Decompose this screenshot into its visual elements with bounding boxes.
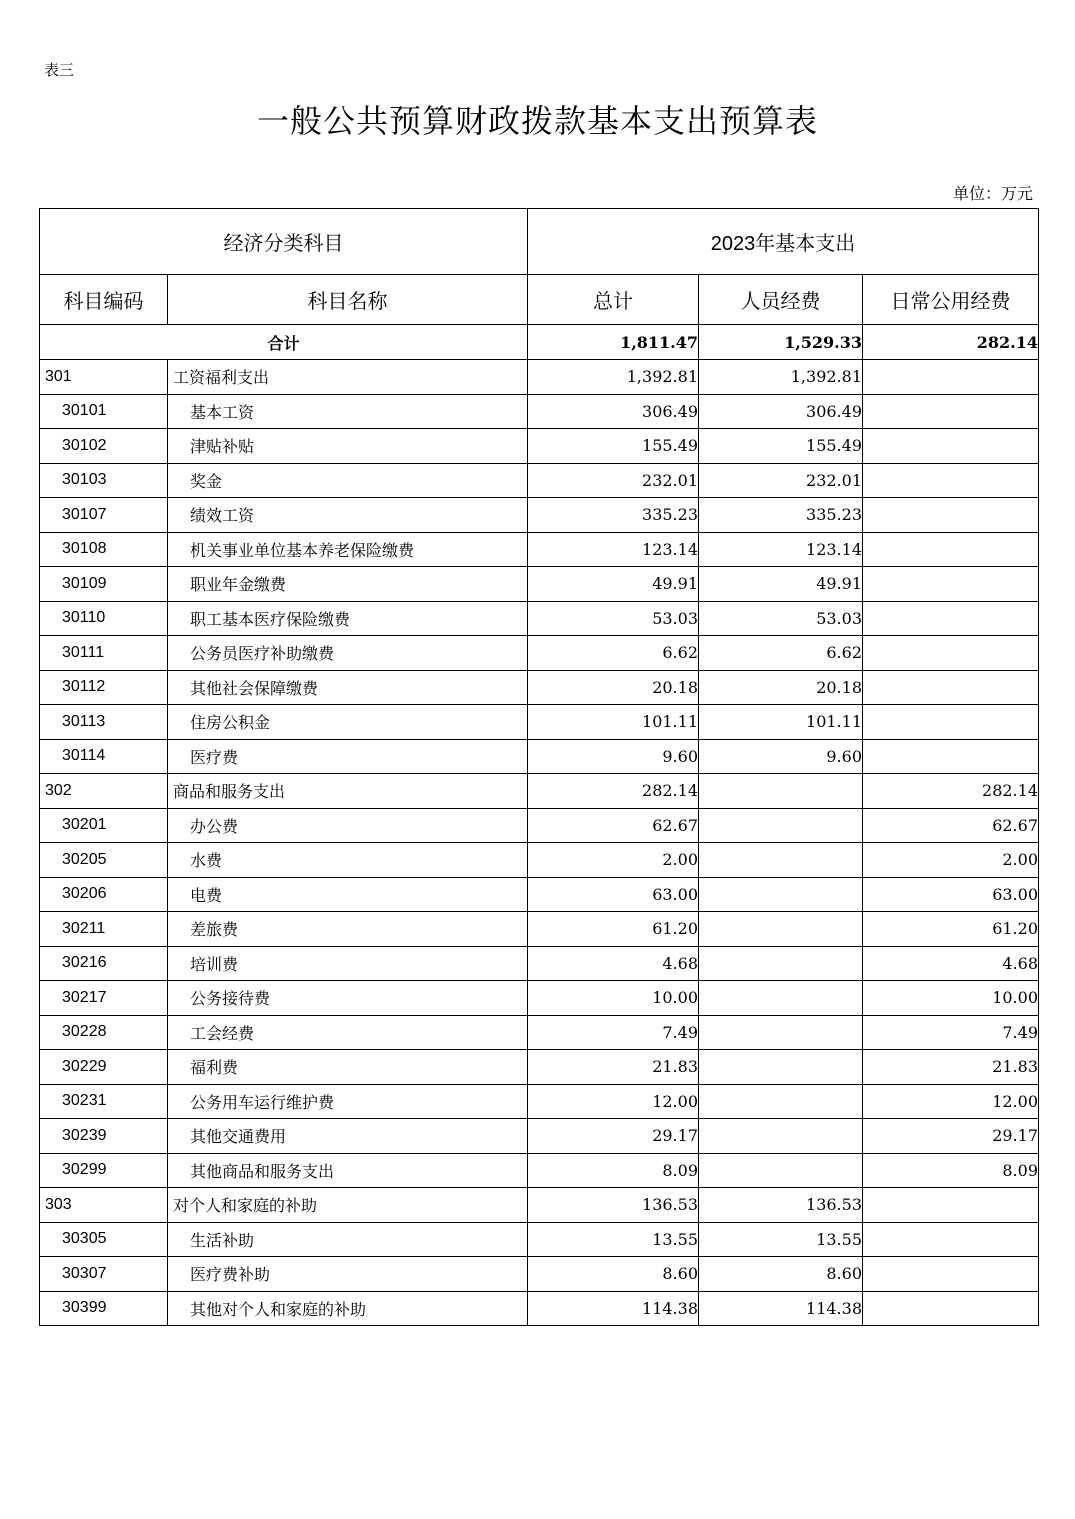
row-code: 30114 — [40, 739, 168, 774]
unit-label: 单位：万元 — [952, 184, 1033, 203]
row-personnel: 155.49 — [699, 429, 863, 464]
row-code: 303 — [40, 1188, 168, 1223]
row-personnel: 136.53 — [699, 1188, 863, 1223]
row-name: 公务接待费 — [168, 981, 528, 1016]
row-personnel — [699, 1050, 863, 1085]
row-code: 30112 — [40, 670, 168, 705]
row-total: 7.49 — [528, 1015, 699, 1050]
row-personnel — [699, 1084, 863, 1119]
row-public — [863, 463, 1039, 498]
row-code: 30101 — [40, 394, 168, 429]
row-personnel — [699, 1015, 863, 1050]
table-number-label: 表三 — [44, 61, 75, 79]
row-total: 63.00 — [528, 877, 699, 912]
row-name: 办公费 — [168, 808, 528, 843]
row-public — [863, 394, 1039, 429]
row-public — [863, 567, 1039, 602]
row-personnel: 232.01 — [699, 463, 863, 498]
row-public: 63.00 — [863, 877, 1039, 912]
row-public: 8.09 — [863, 1153, 1039, 1188]
row-name: 福利费 — [168, 1050, 528, 1085]
row-total: 12.00 — [528, 1084, 699, 1119]
table-row — [40, 808, 1039, 843]
row-name: 职业年金缴费 — [168, 567, 528, 602]
row-personnel: 6.62 — [699, 636, 863, 671]
row-public — [863, 1291, 1039, 1326]
total-row — [40, 325, 1039, 360]
row-public: 10.00 — [863, 981, 1039, 1016]
row-public: 7.49 — [863, 1015, 1039, 1050]
row-public — [863, 739, 1039, 774]
total-total: 1,811.47 — [528, 325, 699, 360]
row-personnel — [699, 843, 863, 878]
row-personnel — [699, 774, 863, 809]
row-code: 30201 — [40, 808, 168, 843]
header-basic-expenditure: 2023年基本支出 — [528, 209, 1039, 275]
row-name: 机关事业单位基本养老保险缴费 — [168, 532, 528, 567]
header-group-row — [40, 209, 1039, 275]
total-personnel: 1,529.33 — [699, 325, 863, 360]
row-public — [863, 429, 1039, 464]
row-total: 61.20 — [528, 912, 699, 947]
row-total: 114.38 — [528, 1291, 699, 1326]
row-total: 10.00 — [528, 981, 699, 1016]
table-row — [40, 843, 1039, 878]
row-code: 30229 — [40, 1050, 168, 1085]
row-personnel — [699, 981, 863, 1016]
row-code: 30110 — [40, 601, 168, 636]
row-code: 30217 — [40, 981, 168, 1016]
table-row — [40, 946, 1039, 981]
table-row — [40, 981, 1039, 1016]
row-name: 工资福利支出 — [168, 360, 528, 395]
row-personnel — [699, 946, 863, 981]
table-row — [40, 1015, 1039, 1050]
header-name: 科目名称 — [168, 275, 528, 325]
row-code: 30216 — [40, 946, 168, 981]
row-name: 其他社会保障缴费 — [168, 670, 528, 705]
row-personnel: 306.49 — [699, 394, 863, 429]
row-code: 301 — [40, 360, 168, 395]
row-public: 29.17 — [863, 1119, 1039, 1154]
row-personnel: 53.03 — [699, 601, 863, 636]
row-total: 335.23 — [528, 498, 699, 533]
row-code: 30205 — [40, 843, 168, 878]
table-row — [40, 1050, 1039, 1085]
row-personnel: 335.23 — [699, 498, 863, 533]
table-row — [40, 877, 1039, 912]
table-row — [40, 670, 1039, 705]
row-total: 2.00 — [528, 843, 699, 878]
row-code: 30109 — [40, 567, 168, 602]
row-public — [863, 1257, 1039, 1292]
row-total: 6.62 — [528, 636, 699, 671]
row-total: 53.03 — [528, 601, 699, 636]
table-row — [40, 1291, 1039, 1326]
row-name: 电费 — [168, 877, 528, 912]
row-personnel — [699, 1153, 863, 1188]
row-code: 30102 — [40, 429, 168, 464]
row-code: 302 — [40, 774, 168, 809]
row-name: 津贴补贴 — [168, 429, 528, 464]
row-name: 其他商品和服务支出 — [168, 1153, 528, 1188]
row-total: 13.55 — [528, 1222, 699, 1257]
table-row — [40, 498, 1039, 533]
row-code: 30206 — [40, 877, 168, 912]
row-code: 30111 — [40, 636, 168, 671]
table-row — [40, 1153, 1039, 1188]
row-name: 对个人和家庭的补助 — [168, 1188, 528, 1223]
header-total: 总计 — [528, 275, 699, 325]
row-public: 2.00 — [863, 843, 1039, 878]
row-code: 30399 — [40, 1291, 168, 1326]
table-row — [40, 601, 1039, 636]
row-code: 30211 — [40, 912, 168, 947]
table-row — [40, 1257, 1039, 1292]
header-public: 日常公用经费 — [863, 275, 1039, 325]
table-row — [40, 1222, 1039, 1257]
table-row — [40, 739, 1039, 774]
row-public: 62.67 — [863, 808, 1039, 843]
row-code: 30239 — [40, 1119, 168, 1154]
header-code: 科目编码 — [40, 275, 168, 325]
row-code: 30108 — [40, 532, 168, 567]
row-total: 49.91 — [528, 567, 699, 602]
row-total: 136.53 — [528, 1188, 699, 1223]
header-economic-category: 经济分类科目 — [40, 209, 528, 275]
row-code: 30299 — [40, 1153, 168, 1188]
row-total: 8.60 — [528, 1257, 699, 1292]
table-row — [40, 532, 1039, 567]
row-total: 4.68 — [528, 946, 699, 981]
row-total: 1,392.81 — [528, 360, 699, 395]
row-name: 差旅费 — [168, 912, 528, 947]
table-row — [40, 394, 1039, 429]
row-public — [863, 360, 1039, 395]
row-total: 306.49 — [528, 394, 699, 429]
row-code: 30103 — [40, 463, 168, 498]
row-personnel: 20.18 — [699, 670, 863, 705]
row-total: 21.83 — [528, 1050, 699, 1085]
table-row — [40, 429, 1039, 464]
row-public — [863, 670, 1039, 705]
row-public — [863, 636, 1039, 671]
row-name: 医疗费 — [168, 739, 528, 774]
row-personnel: 1,392.81 — [699, 360, 863, 395]
row-personnel: 9.60 — [699, 739, 863, 774]
row-public — [863, 705, 1039, 740]
row-name: 工会经费 — [168, 1015, 528, 1050]
row-personnel — [699, 1119, 863, 1154]
row-code: 30113 — [40, 705, 168, 740]
row-personnel: 123.14 — [699, 532, 863, 567]
row-personnel — [699, 912, 863, 947]
total-public: 282.14 — [863, 325, 1039, 360]
row-public: 12.00 — [863, 1084, 1039, 1119]
row-public — [863, 601, 1039, 636]
table-row — [40, 636, 1039, 671]
row-public: 21.83 — [863, 1050, 1039, 1085]
row-personnel — [699, 808, 863, 843]
row-personnel: 49.91 — [699, 567, 863, 602]
row-code: 30228 — [40, 1015, 168, 1050]
row-personnel: 8.60 — [699, 1257, 863, 1292]
row-code: 30107 — [40, 498, 168, 533]
table-row — [40, 1084, 1039, 1119]
row-personnel: 101.11 — [699, 705, 863, 740]
row-personnel: 114.38 — [699, 1291, 863, 1326]
row-name: 培训费 — [168, 946, 528, 981]
row-name: 其他对个人和家庭的补助 — [168, 1291, 528, 1326]
budget-table — [39, 208, 1039, 1326]
row-code: 30307 — [40, 1257, 168, 1292]
row-code: 30305 — [40, 1222, 168, 1257]
total-label: 合计 — [40, 325, 528, 360]
row-total: 282.14 — [528, 774, 699, 809]
row-name: 绩效工资 — [168, 498, 528, 533]
table-row — [40, 360, 1039, 395]
table-row — [40, 567, 1039, 602]
row-name: 公务员医疗补助缴费 — [168, 636, 528, 671]
row-public: 282.14 — [863, 774, 1039, 809]
row-total: 62.67 — [528, 808, 699, 843]
row-name: 商品和服务支出 — [168, 774, 528, 809]
row-public: 4.68 — [863, 946, 1039, 981]
row-total: 8.09 — [528, 1153, 699, 1188]
row-public: 61.20 — [863, 912, 1039, 947]
row-personnel: 13.55 — [699, 1222, 863, 1257]
row-public — [863, 1188, 1039, 1223]
row-total: 29.17 — [528, 1119, 699, 1154]
row-name: 奖金 — [168, 463, 528, 498]
table-row — [40, 463, 1039, 498]
row-public — [863, 532, 1039, 567]
row-total: 9.60 — [528, 739, 699, 774]
row-public — [863, 498, 1039, 533]
row-name: 住房公积金 — [168, 705, 528, 740]
row-name: 其他交通费用 — [168, 1119, 528, 1154]
table-row — [40, 1188, 1039, 1223]
table-row — [40, 774, 1039, 809]
row-public — [863, 1222, 1039, 1257]
row-personnel — [699, 877, 863, 912]
header-column-row — [40, 275, 1039, 325]
row-name: 生活补助 — [168, 1222, 528, 1257]
row-name: 职工基本医疗保险缴费 — [168, 601, 528, 636]
row-name: 医疗费补助 — [168, 1257, 528, 1292]
page-title: 一般公共预算财政拨款基本支出预算表 — [256, 102, 818, 140]
header-personnel: 人员经费 — [699, 275, 863, 325]
row-total: 123.14 — [528, 532, 699, 567]
row-total: 20.18 — [528, 670, 699, 705]
table-row — [40, 705, 1039, 740]
table-row — [40, 1119, 1039, 1154]
row-total: 232.01 — [528, 463, 699, 498]
row-name: 水费 — [168, 843, 528, 878]
row-code: 30231 — [40, 1084, 168, 1119]
row-name: 基本工资 — [168, 394, 528, 429]
table-row — [40, 912, 1039, 947]
row-name: 公务用车运行维护费 — [168, 1084, 528, 1119]
row-total: 101.11 — [528, 705, 699, 740]
row-total: 155.49 — [528, 429, 699, 464]
